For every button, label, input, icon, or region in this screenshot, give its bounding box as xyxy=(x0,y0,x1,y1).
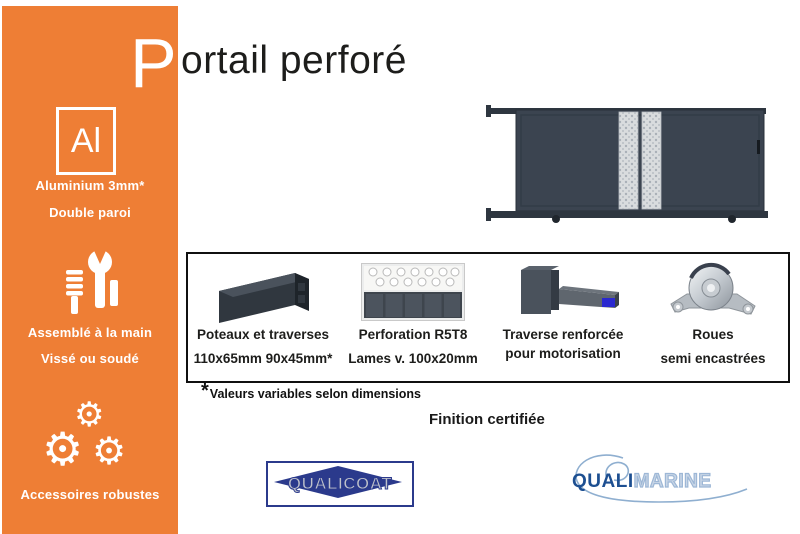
qualicoat-logo-text: QUALICOAT xyxy=(287,474,393,493)
feature-detail: Lames v. 100x20mm xyxy=(348,351,478,366)
gear-icon: ⚙ xyxy=(74,395,105,435)
aluminium-profile-image xyxy=(188,260,338,324)
sidebar-label-assemble: Assemblé à la main xyxy=(27,325,153,340)
wheel-image xyxy=(638,260,788,324)
footnote-asterisk: * xyxy=(201,380,209,402)
feature-poteaux xyxy=(188,254,338,381)
sidebar-label-visse: Vissé ou soudé xyxy=(41,351,139,366)
footnote-text: Valeurs variables selon dimensions xyxy=(209,387,422,401)
feature-perforation xyxy=(338,254,488,381)
feature-detail: pour motorisation xyxy=(505,346,621,361)
feature-title: Poteaux et traverses xyxy=(196,327,330,342)
feature-traverse xyxy=(488,254,638,381)
qualimarine-logo xyxy=(563,452,755,508)
qualicoat-logo xyxy=(266,461,414,507)
page-title-initial: P xyxy=(130,24,177,102)
feature-detail: 110x65mm 90x45mm* xyxy=(193,351,333,366)
gear-icon: ⚙ xyxy=(92,429,127,473)
page-title: ortail perforé xyxy=(181,39,407,82)
perforated-sheet-image xyxy=(338,260,488,324)
sidebar-label-aluminium: Aluminium 3mm* xyxy=(35,178,145,193)
al-symbol: Al xyxy=(70,121,102,160)
aluminium-al-box-icon xyxy=(56,107,116,175)
feature-roues xyxy=(638,254,788,381)
gear-icon: ⚙ xyxy=(42,422,84,476)
wrench-screwdriver-icon xyxy=(52,246,128,320)
reinforced-beam-image xyxy=(488,260,638,324)
feature-title: Traverse renforcée xyxy=(502,327,624,342)
features-box xyxy=(186,252,790,383)
footnote xyxy=(201,381,421,401)
feature-detail: semi encastrées xyxy=(660,351,766,366)
feature-title: Roues xyxy=(692,327,734,342)
sliding-gate-illustration xyxy=(480,90,780,230)
qualimarine-logo-text-bold: QUALI xyxy=(572,471,634,492)
sidebar-label-accessoires: Accessoires robustes xyxy=(20,487,160,502)
sidebar-label-double-paroi: Double paroi xyxy=(49,205,131,220)
certification-heading: Finition certifiée xyxy=(429,411,545,428)
qualimarine-logo-text-light: MARINE xyxy=(633,471,712,492)
feature-title: Perforation R5T8 xyxy=(358,327,468,342)
